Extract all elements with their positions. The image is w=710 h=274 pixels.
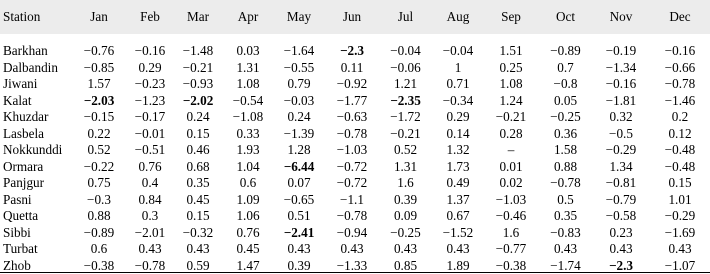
value-cell: −0.34 (433, 93, 483, 110)
value-cell: −1.69 (650, 225, 710, 242)
value-cell: 0.4 (128, 175, 172, 192)
station-name-cell: Lasbela (0, 126, 70, 143)
value-cell: −1.52 (433, 225, 483, 242)
table-row (0, 208, 710, 225)
value-cell: −2.03 (70, 93, 128, 110)
value-cell: 0.43 (539, 241, 592, 258)
value-cell: −2.3 (326, 34, 378, 60)
value-cell: 1.08 (483, 76, 539, 93)
value-cell: −0.46 (483, 208, 539, 225)
value-cell: −0.65 (272, 192, 326, 209)
value-cell: −0.72 (326, 175, 378, 192)
value-cell: 0.24 (272, 109, 326, 126)
value-cell: 1.73 (433, 159, 483, 176)
station-name-cell: Nokkunddi (0, 142, 70, 159)
value-cell: 0.71 (433, 76, 483, 93)
column-header-mar: Mar (172, 0, 224, 34)
value-cell: 0.09 (378, 208, 433, 225)
value-cell: −0.48 (650, 159, 710, 176)
value-cell: −0.58 (592, 208, 650, 225)
value-cell: −1.07 (650, 258, 710, 274)
table-row (0, 192, 710, 209)
value-cell: 1 (433, 60, 483, 77)
value-cell: −0.3 (70, 192, 128, 209)
value-cell: −0.8 (539, 76, 592, 93)
table-row (0, 142, 710, 159)
value-cell: 0.79 (272, 76, 326, 93)
value-cell: 0.43 (592, 241, 650, 258)
value-cell: 0.29 (433, 109, 483, 126)
table-row (0, 93, 710, 110)
value-cell: −0.78 (539, 175, 592, 192)
value-cell: −0.85 (70, 60, 128, 77)
value-cell: 0.6 (224, 175, 272, 192)
value-cell: −0.92 (326, 76, 378, 93)
value-cell: 0.15 (650, 175, 710, 192)
value-cell: −1.64 (272, 34, 326, 60)
station-name-cell: Quetta (0, 208, 70, 225)
table-row (0, 109, 710, 126)
value-cell: 0.43 (378, 241, 433, 258)
value-cell: −0.48 (650, 142, 710, 159)
value-cell: 0.23 (592, 225, 650, 242)
value-cell: 0.5 (539, 192, 592, 209)
value-cell: −0.55 (272, 60, 326, 77)
value-cell: −0.29 (650, 208, 710, 225)
value-cell: 1.6 (378, 175, 433, 192)
station-name-cell: Kalat (0, 93, 70, 110)
value-cell: 0.76 (128, 159, 172, 176)
value-cell: 1.31 (224, 60, 272, 77)
value-cell: −0.03 (272, 93, 326, 110)
table-row (0, 34, 710, 60)
value-cell: 1.57 (70, 76, 128, 93)
value-cell: −1.77 (326, 93, 378, 110)
value-cell: −1.39 (272, 126, 326, 143)
column-header-station: Station (0, 0, 70, 34)
value-cell: −0.32 (172, 225, 224, 242)
value-cell: −2.41 (272, 225, 326, 242)
value-cell: 0.39 (378, 192, 433, 209)
value-cell: 1.04 (224, 159, 272, 176)
value-cell: −1.1 (326, 192, 378, 209)
value-cell: −2.01 (128, 225, 172, 242)
value-cell: 0.2 (650, 109, 710, 126)
value-cell: −0.78 (650, 76, 710, 93)
value-cell: 0.3 (128, 208, 172, 225)
value-cell: 1.34 (592, 159, 650, 176)
column-header-jun: Jun (326, 0, 378, 34)
value-cell: −1.46 (650, 93, 710, 110)
value-cell: 1.24 (483, 93, 539, 110)
value-cell: 0.68 (172, 159, 224, 176)
value-cell: 0.11 (326, 60, 378, 77)
value-cell: 0.15 (172, 208, 224, 225)
station-name-cell: Turbat (0, 241, 70, 258)
value-cell: −0.38 (70, 258, 128, 274)
value-cell: 0.36 (539, 126, 592, 143)
value-cell: 0.84 (128, 192, 172, 209)
station-name-cell: Zhob (0, 258, 70, 274)
value-cell: −0.54 (224, 93, 272, 110)
value-cell: −2.3 (592, 258, 650, 274)
value-cell: −0.06 (378, 60, 433, 77)
value-cell: −0.16 (592, 76, 650, 93)
value-cell: 0.43 (326, 241, 378, 258)
value-cell: −0.89 (70, 225, 128, 242)
value-cell: −0.93 (172, 76, 224, 93)
value-cell: 0.85 (378, 258, 433, 274)
value-cell: 0.05 (539, 93, 592, 110)
value-cell: −0.19 (592, 34, 650, 60)
table-row (0, 225, 710, 242)
station-name-cell: Panjgur (0, 175, 70, 192)
table-body (0, 34, 710, 274)
value-cell: 1.58 (539, 142, 592, 159)
value-cell: 0.24 (172, 109, 224, 126)
value-cell: −0.21 (378, 126, 433, 143)
value-cell: 0.52 (378, 142, 433, 159)
value-cell: 0.29 (128, 60, 172, 77)
value-cell: 1.93 (224, 142, 272, 159)
table-row (0, 76, 710, 93)
column-header-oct: Oct (539, 0, 592, 34)
value-cell: 1.31 (378, 159, 433, 176)
value-cell: 1.21 (378, 76, 433, 93)
value-cell: 0.35 (539, 208, 592, 225)
value-cell: 1.08 (224, 76, 272, 93)
value-cell: 0.39 (272, 258, 326, 274)
value-cell: −0.22 (70, 159, 128, 176)
value-cell: −0.63 (326, 109, 378, 126)
value-cell: 1.28 (272, 142, 326, 159)
value-cell: 1.47 (224, 258, 272, 274)
value-cell: −0.25 (378, 225, 433, 242)
station-name-cell: Dalbandin (0, 60, 70, 77)
column-header-aug: Aug (433, 0, 483, 34)
value-cell: −0.81 (592, 175, 650, 192)
table-row (0, 126, 710, 143)
value-cell: 0.59 (172, 258, 224, 274)
value-cell: −0.72 (326, 159, 378, 176)
value-cell: 1.32 (433, 142, 483, 159)
value-cell: −1.48 (172, 34, 224, 60)
value-cell: −6.44 (272, 159, 326, 176)
value-cell: 0.46 (172, 142, 224, 159)
value-cell: −0.04 (378, 34, 433, 60)
value-cell: −0.29 (592, 142, 650, 159)
value-cell: 0.75 (70, 175, 128, 192)
value-cell: 0.33 (224, 126, 272, 143)
value-cell: 0.03 (224, 34, 272, 60)
value-cell: −0.04 (433, 34, 483, 60)
table-row (0, 175, 710, 192)
value-cell: 0.22 (70, 126, 128, 143)
value-cell: 0.35 (172, 175, 224, 192)
value-cell: −0.78 (326, 208, 378, 225)
value-cell: 0.15 (172, 126, 224, 143)
value-cell: 1.6 (483, 225, 539, 242)
value-cell: 1.51 (483, 34, 539, 60)
value-cell: −0.21 (172, 60, 224, 77)
value-cell: −0.78 (128, 258, 172, 274)
value-cell: −0.21 (483, 109, 539, 126)
value-cell: −0.15 (70, 109, 128, 126)
value-cell: −1.72 (378, 109, 433, 126)
value-cell: 0.43 (128, 241, 172, 258)
value-cell: 0.49 (433, 175, 483, 192)
value-cell: 0.52 (70, 142, 128, 159)
value-cell: 0.45 (224, 241, 272, 258)
value-cell: 1.37 (433, 192, 483, 209)
value-cell: −0.38 (483, 258, 539, 274)
value-cell: 0.43 (172, 241, 224, 258)
column-header-sep: Sep (483, 0, 539, 34)
value-cell: 0.6 (70, 241, 128, 258)
value-cell: −1.03 (483, 192, 539, 209)
value-cell: −1.33 (326, 258, 378, 274)
column-header-dec: Dec (650, 0, 710, 34)
value-cell: 0.67 (433, 208, 483, 225)
value-cell: −1.74 (539, 258, 592, 274)
value-cell: 0.12 (650, 126, 710, 143)
value-cell: 1.09 (224, 192, 272, 209)
column-header-jan: Jan (70, 0, 128, 34)
value-cell: 0.88 (539, 159, 592, 176)
value-cell: 0.25 (483, 60, 539, 77)
value-cell: −0.16 (650, 34, 710, 60)
value-cell: 0.28 (483, 126, 539, 143)
table-header (0, 0, 710, 34)
value-cell: −0.83 (539, 225, 592, 242)
value-cell: −0.77 (483, 241, 539, 258)
station-name-cell: Barkhan (0, 34, 70, 60)
value-cell: 0.45 (172, 192, 224, 209)
table-row (0, 159, 710, 176)
value-cell: −1.81 (592, 93, 650, 110)
value-cell: −2.02 (172, 93, 224, 110)
value-cell: 1.06 (224, 208, 272, 225)
value-cell: −1.23 (128, 93, 172, 110)
column-header-nov: Nov (592, 0, 650, 34)
value-cell: 0.01 (483, 159, 539, 176)
value-cell: −0.76 (70, 34, 128, 60)
value-cell: −2.35 (378, 93, 433, 110)
value-cell: −0.01 (128, 126, 172, 143)
value-cell: −0.23 (128, 76, 172, 93)
table-row (0, 60, 710, 77)
value-cell: 0.14 (433, 126, 483, 143)
value-cell: −1.03 (326, 142, 378, 159)
value-cell: 0.88 (70, 208, 128, 225)
value-cell: −0.25 (539, 109, 592, 126)
station-name-cell: Sibbi (0, 225, 70, 242)
value-cell: −0.5 (592, 126, 650, 143)
value-cell: 1.01 (650, 192, 710, 209)
column-header-jul: Jul (378, 0, 433, 34)
value-cell: 0.51 (272, 208, 326, 225)
value-cell: 0.32 (592, 109, 650, 126)
station-name-cell: Ormara (0, 159, 70, 176)
station-name-cell: Jiwani (0, 76, 70, 93)
value-cell: 0.43 (433, 241, 483, 258)
value-cell: 0.76 (224, 225, 272, 242)
value-cell: −0.79 (592, 192, 650, 209)
station-name-cell: Pasni (0, 192, 70, 209)
value-cell: 1.89 (433, 258, 483, 274)
value-cell: 0.43 (272, 241, 326, 258)
header-row (0, 0, 710, 34)
station-name-cell: Khuzdar (0, 109, 70, 126)
column-header-may: May (272, 0, 326, 34)
column-header-feb: Feb (128, 0, 172, 34)
column-header-apr: Apr (224, 0, 272, 34)
value-cell: −1.08 (224, 109, 272, 126)
value-cell: −0.89 (539, 34, 592, 60)
value-cell: −0.78 (326, 126, 378, 143)
value-cell: 0.7 (539, 60, 592, 77)
value-cell: 0.43 (650, 241, 710, 258)
value-cell: 0.07 (272, 175, 326, 192)
value-cell: −0.17 (128, 109, 172, 126)
value-cell: 0.02 (483, 175, 539, 192)
value-cell: −0.16 (128, 34, 172, 60)
value-cell: −0.51 (128, 142, 172, 159)
value-cell: – (483, 142, 539, 159)
value-cell: −0.66 (650, 60, 710, 77)
value-cell: −1.34 (592, 60, 650, 77)
table-row (0, 241, 710, 258)
value-cell: −0.94 (326, 225, 378, 242)
